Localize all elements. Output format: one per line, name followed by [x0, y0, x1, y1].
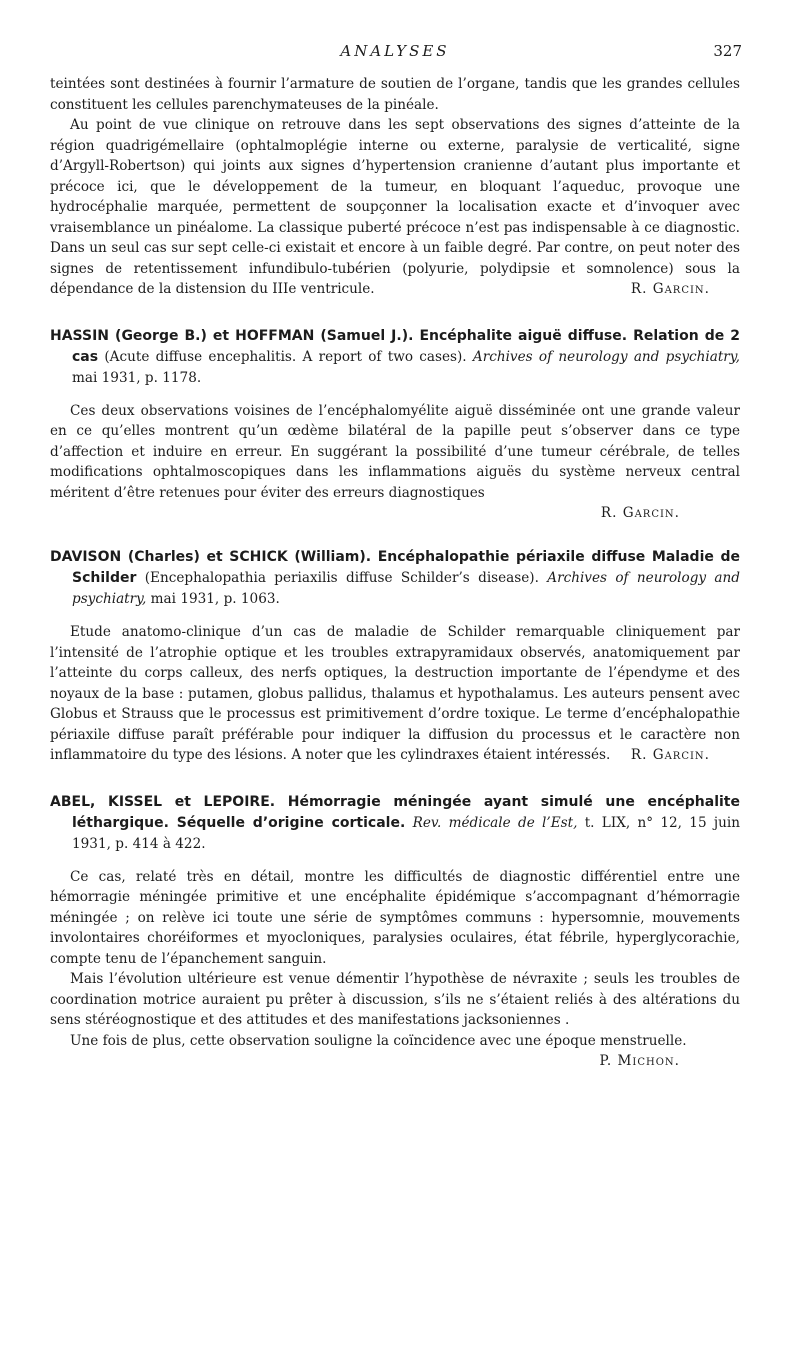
entry-reference-detail: mai 1931, p. 1063. [146, 591, 280, 607]
journal-title: Archives of neurology and psychiatry, [472, 348, 740, 365]
entry-authors-title: DAVISON (Charles) et SCHICK (William). Encéphalopathie périaxile diffuse Maladie de Schilder [50, 549, 740, 586]
signature: R. Garcin. [630, 747, 710, 763]
signature: R. Garcin. [630, 281, 710, 297]
abstract-entry [50, 792, 740, 1070]
intro-paragraph-1: teintées sont destinées à fournir l’armature de soutien de l’organe, tandis que les grandes cellules constituent les cellules parenchymateuses de la pinéale. [50, 76, 740, 113]
page-number: 327 [713, 42, 742, 60]
entry-authors-title: HASSIN (George B.) et HOFFMAN (Samuel J.). Encéphalite aiguë diffuse. Relation de 2 cas [50, 327, 740, 365]
entry-authors-title: ABEL, KISSEL et LEPOIRE. Hémorragie méningée ayant simulé une encéphalite léthargique. Séquelle d’origine corticale. [50, 793, 740, 831]
running-title: ANALYSES [340, 42, 450, 60]
entry-body: Une fois de plus, cette observation souligne la coïncidence avec une époque menstruelle. [70, 1032, 687, 1049]
entry-heading [50, 547, 740, 610]
page [50, 42, 740, 1069]
running-header [50, 42, 740, 66]
intro-paragraph-2 [50, 115, 740, 300]
entry-body: Mais l’évolution ultérieure est venue démentir l’hypothèse de névraxite ; seuls les troubles de coordination motrice auraient pu prêter à discussion, s’ils ne s’étaient reliés à des altérations du sens stéréognostique et des attitudes et des manifestations jacksoniennes . [50, 971, 740, 1028]
entry-body: Ce cas, relaté très en détail, montre les difficultés de diagnostic différentiel entre une hémorragie méningée primitive et une encéphalite épidémique s’accompagnant d’hémorragie méningée ; on relève ici toute une série de symptômes communs : hypersomnie, mouvements involontaires choréiformes et myocloniques, paralysies oculaires, état fébrile, hyperglycorachie, compte tenu de l’épanchement sanguin. [50, 868, 740, 967]
journal-title: Archives of neurology and psychiatry, [72, 570, 740, 607]
abstract-entry [50, 547, 740, 766]
entry-reference: (Acute diffuse encephalitis. A report of two cases). [98, 348, 473, 365]
entry-body: Ces deux observations voisines de l’encéphalomyélite aiguë disséminée ont une grande valeur en ce qu’elles montrent qu’un œdème bilatéral de la papille peut s’observer dans ce type d’affection et induire en erreur. En suggérant la possibilité d’une tumeur cérébrale, de telles modifications ophtalmoscopiques dans les inflammations aiguës du système nerveux central méritent d’être retenues pour éviter des erreurs diagnostiques [50, 402, 740, 501]
signature: P. Michon. [599, 1053, 680, 1069]
entry-reference-detail: t. LIX, n° 12, 15 juin 1931, p. 414 à 422. [72, 814, 740, 852]
entry-heading [50, 792, 740, 855]
signature: R. Garcin. [600, 505, 680, 521]
entry-reference: (Encephalopathia periaxilis diffuse Schilder’s disease). [136, 570, 548, 586]
entry-body [50, 622, 740, 766]
entry-reference-detail: mai 1931, p. 1178. [72, 369, 202, 386]
intro-paragraph-2-text: Au point de vue clinique on retrouve dans les sept observations des signes d’atteinte de la région quadrigémellaire (ophtalmoplégie interne ou externe, paralysie de verticalité, signe d’Argyll-Robertson) qui joints aux signes d’hypertension cranienne d’autant plus importante et précoce ici, que le développement de la tumeur, en bloquant l’aqueduc, provoque une hydrocéphalie marquée, permettent de soupçonner la localisation exacte et d’invoquer avec vraisemblance un pinéalome. La classique puberté précoce n’est pas indispensable à ce diagnostic. Dans un seul cas sur sept celle-ci existait et encore à un faible degré. Par contre, on peut noter des signes de retentissement infundibulo-tubérien (polyurie, polydipsie et somnolence) sous la dépendance de la distension du IIIe ventricule. [50, 117, 740, 297]
entry-heading [50, 326, 740, 389]
entry-reference [405, 815, 412, 831]
abstract-entry [50, 326, 740, 522]
journal-title: Rev. médicale de l’Est, [412, 814, 578, 831]
entry-body-text: Etude anatomo-clinique d’un cas de maladie de Schilder remarquable cliniquement par l’intensité de l’atrophie optique et les troubles extrapyramidaux observés, anatomiquement par l’atteinte du corps calleux, des nerfs optiques, la destruction importante de l’épendyme et des noyaux de la base : putamen, globus pallidus, thalamus et hypothalamus. Les auteurs pensent avec Globus et Strauss que le processus est primitivement d’ordre toxique. Le terme d’encéphalopathie périaxile diffuse paraît préférable pour indiquer la diffusion du processus et le caractère non inflammatoire du type des lésions. A noter que les cylindraxes étaient intéressés. [50, 624, 740, 763]
